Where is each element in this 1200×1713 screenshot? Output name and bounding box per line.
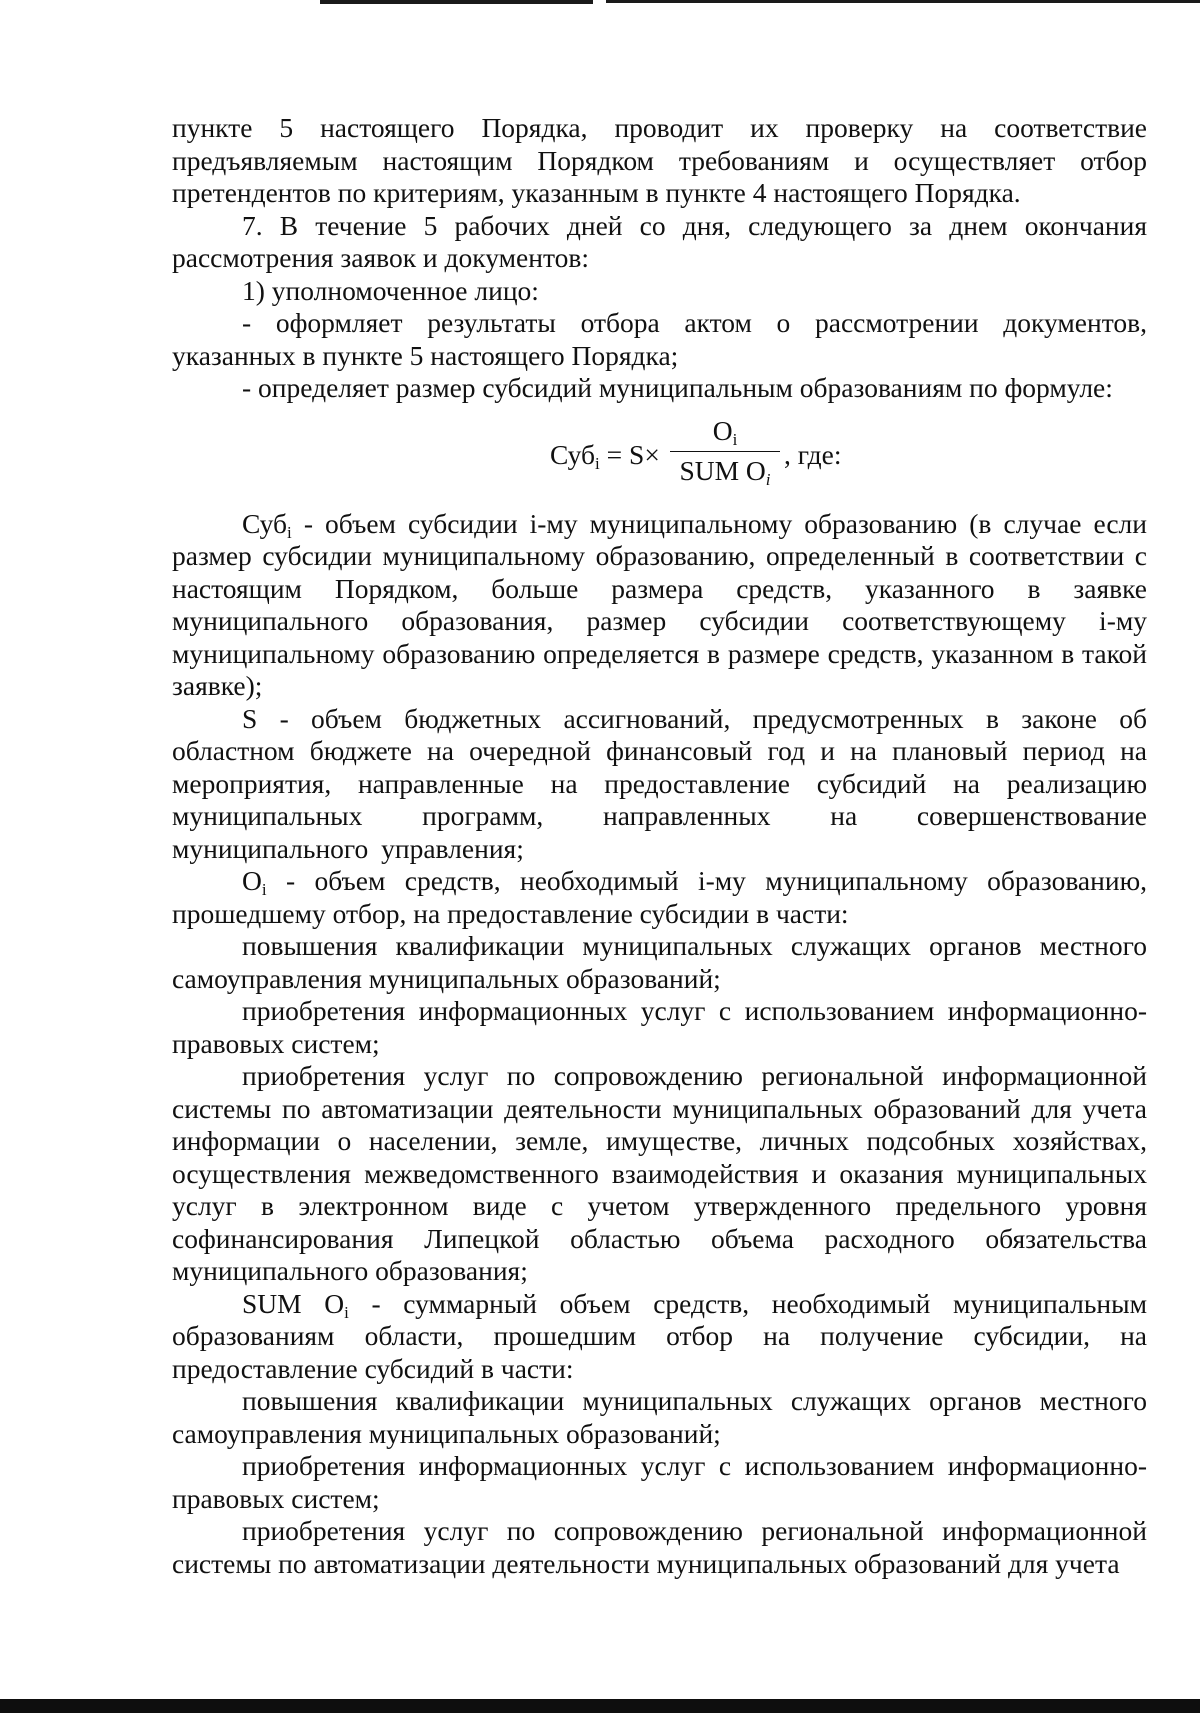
list-item-a2: приобретения информационных услуг с использованием информационно-правовых систем; (172, 995, 1147, 1059)
definition-o-i: $O_i$ - объем средств, необходимый i-му муниципальному образованию, прошедшему отбор, на предоставление субсидии в части: (172, 865, 1147, 929)
scan-edge-top-right (606, 0, 1200, 3)
formula-tail: , где: (784, 438, 842, 470)
definition-s: S - объем бюджетных ассигнований, предусмотренных в законе об областном бюджете на очередной финансовый год и на плановый период на мероприятия, направленные на предоставление субсидий на реализацию муниципальных программ, направленных на совершенствование муниципального управления; (172, 702, 1147, 864)
paragraph-item-7: 7. В течение 5 рабочих дней со дня, следующего за днем окончания рассмотрения заявок и документов: (172, 209, 1147, 273)
paragraph-continuation: пункте 5 настоящего Порядка, проводит их проверку на соответствие предъявляемым настоящим Порядком требованиям и осуществляет отбор претендентов по критериям, указанным в пункте 4 настоящего Порядка. (172, 112, 1147, 208)
list-item-b1: повышения квалификации муниципальных служащих органов местного самоуправления муниципальных образований; (172, 1385, 1147, 1449)
scan-edge-top-left (320, 0, 593, 4)
paragraph-subitem-1: 1) уполномоченное лицо: (242, 274, 539, 306)
fraction-bar (670, 451, 780, 452)
subsidy-formula (172, 409, 1147, 504)
definition-sum-o-i: SUM $O_i$ - суммарный объем средств, необходимый муниципальным образованиям области, прошедшим отбор на получение субсидии, на предоставление субсидий в части: (172, 1287, 1147, 1384)
formula-denominator: SUM $O_i$ (679, 454, 771, 489)
paragraph-dash-act: - оформляет результаты отбора актом о рассмотрении документов, указанных в пункте 5 настоящего Порядка; (172, 307, 1147, 371)
paragraph-dash-formula: - определяет размер субсидий муниципальным образованиям по формуле: (242, 372, 1113, 403)
list-item-b2: приобретения информационных услуг с использованием информационно-правовых систем; (172, 1450, 1147, 1514)
list-item-a3: приобретения услуг по сопровождению региональной информационной системы по автоматизации деятельности муниципальных образований для учета информации о населении, земле, имуществе, личных подсобных хозяйствах, осуществления межведомственного взаимодействия и оказания муниципальных услуг в электронном виде с учетом утвержденного предельного уровня софинансирования Липецкой областью объема расходного обязательства муниципального образования; (172, 1060, 1147, 1286)
document-page (172, 112, 1147, 1580)
list-item-a1: повышения квалификации муниципальных служащих органов местного самоуправления муниципальных образований; (172, 930, 1147, 994)
list-item-b3: приобретения услуг по сопровождению региональной информационной системы по автоматизации деятельности муниципальных образований для учета (172, 1515, 1147, 1579)
definition-sub-i: Суб$_i$ - объем субсидии i-му муниципальному образованию (в случае если размер субсидии муниципальному образованию, определенный в соответствии с настоящим Порядком, больше размера средств, указанного в заявке муниципального образования, размер субсидии соответствующему i-му муниципальному образованию определяется в размере средств, указанном в такой заявке); (172, 507, 1147, 701)
formula-numerator: $O_i$ (712, 414, 738, 449)
formula-fraction (670, 415, 780, 488)
scan-edge-bottom (0, 1699, 1200, 1713)
formula-lhs: Суб$_i$ = S× (550, 438, 660, 473)
